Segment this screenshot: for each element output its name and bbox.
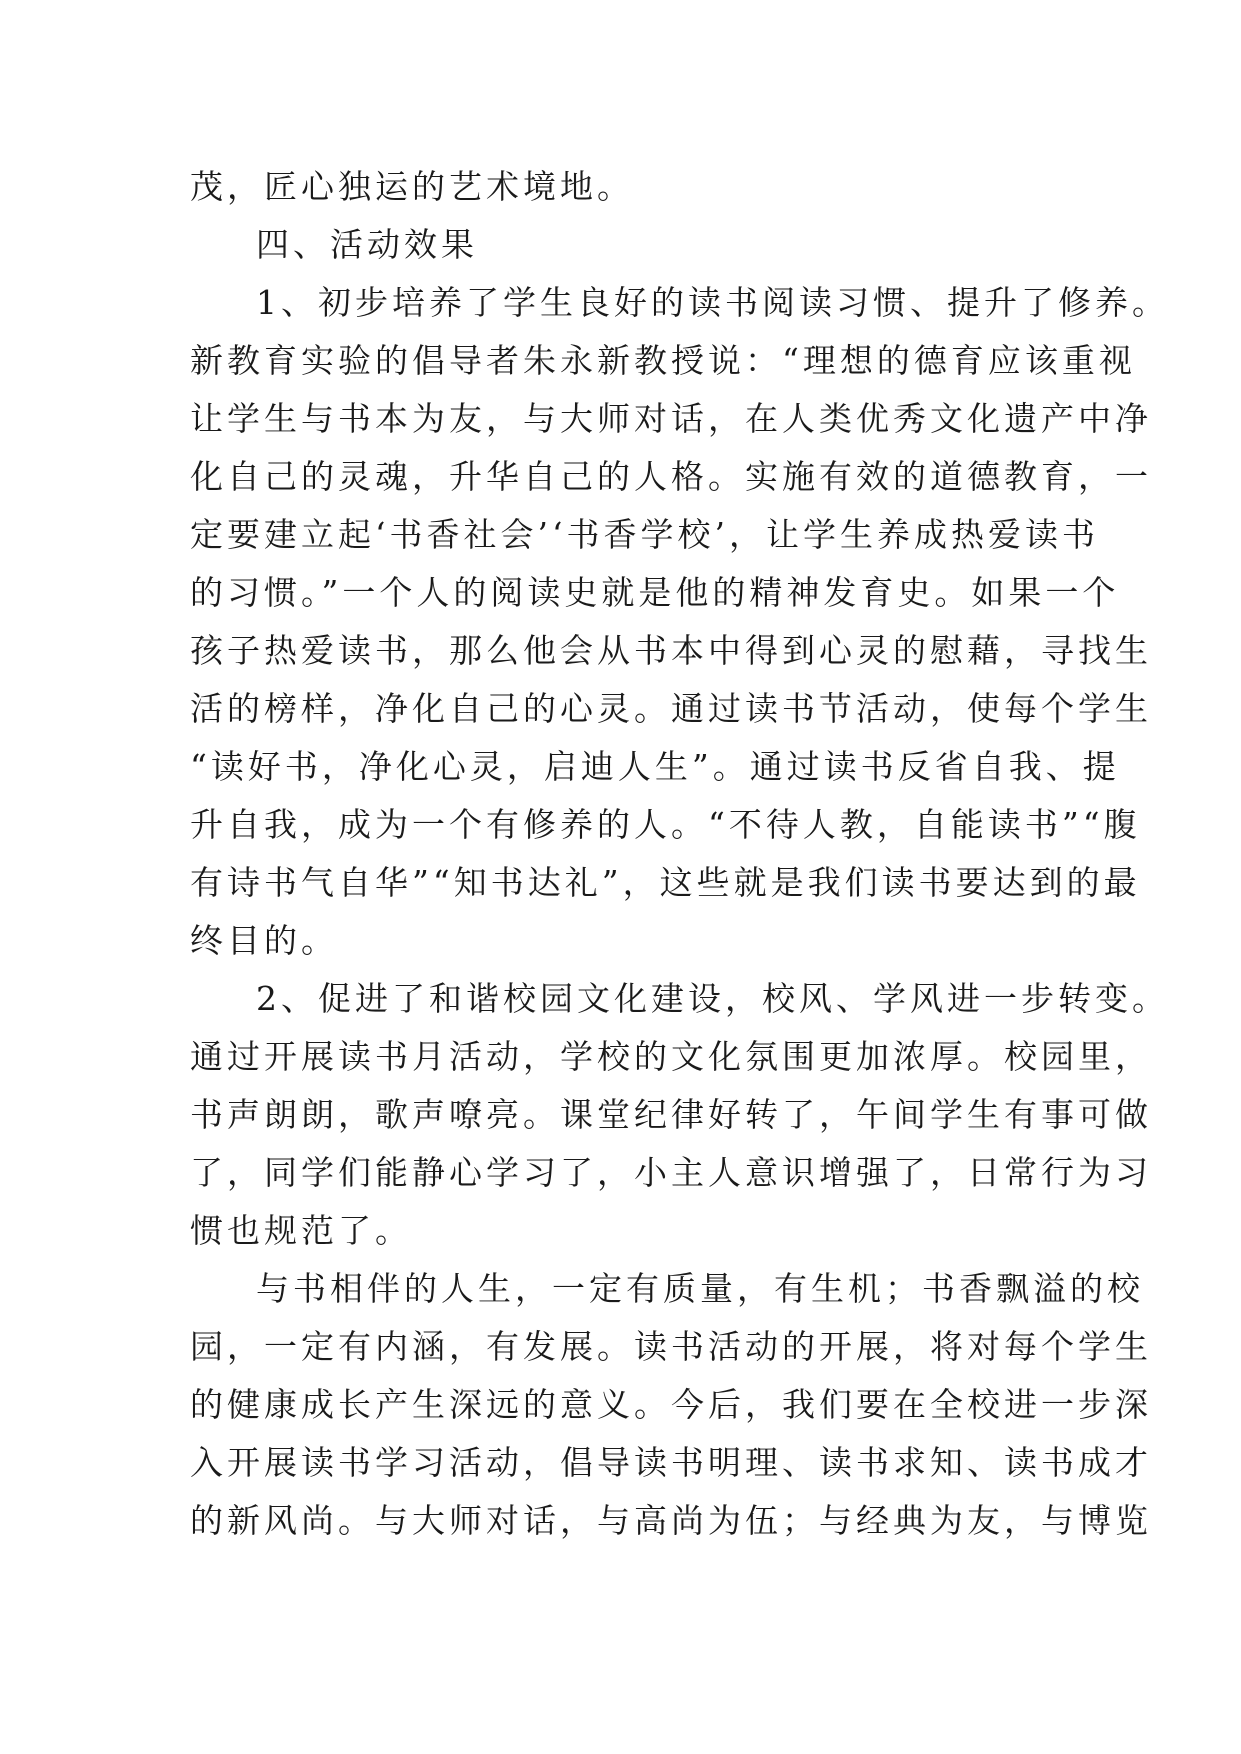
text-line: 了，同学们能静心学习了，小主人意识增强了，日常行为习: [190, 1153, 1152, 1192]
text-line: 升自我，成为一个有修养的人。“不待人教，自能读书”“腹: [190, 805, 1141, 844]
text-line: 1、初步培养了学生良好的读书阅读习惯、提升了修养。: [256, 283, 1169, 322]
text-line: 入开展读书学习活动，倡导读书明理、读书求知、读书成才: [190, 1443, 1152, 1482]
text-line: 定要建立起‘书香社会’‘书香学校’，让学生养成热爱读书: [190, 515, 1099, 554]
text-line: 孩子热爱读书，那么他会从书本中得到心灵的慰藉，寻找生: [190, 631, 1152, 670]
text-line: 2、促进了和谐校园文化建设，校风、学风进一步转变。: [256, 979, 1169, 1018]
text-line: 终目的。: [190, 921, 338, 960]
text-line: 通过开展读书月活动，学校的文化氛围更加浓厚。校园里，: [190, 1037, 1152, 1076]
text-line: 让学生与书本为友，与大师对话，在人类优秀文化遗产中净: [190, 399, 1152, 438]
text-line: 活的榜样，净化自己的心灵。通过读书节活动，使每个学生: [190, 689, 1152, 728]
document-body: [190, 158, 1169, 1550]
text-line: 有诗书气自华”“知书达礼”，这些就是我们读书要达到的最: [190, 863, 1141, 902]
text-line: 书声朗朗，歌声嘹亮。课堂纪律好转了，午间学生有事可做: [190, 1095, 1152, 1134]
text-line: 的习惯。”一个人的阅读史就是他的精神发育史。如果一个: [190, 573, 1120, 612]
text-line: 化自己的灵魂，升华自己的人格。实施有效的道德教育，一: [190, 457, 1152, 496]
text-line: 茂，匠心独运的艺术境地。: [190, 167, 634, 206]
text-line: 惯也规范了。: [190, 1211, 412, 1250]
text-line: 与书相伴的人生，一定有质量，有生机；书香飘溢的校: [256, 1269, 1144, 1308]
text-line: 四、活动效果: [256, 225, 478, 264]
text-line: 新教育实验的倡导者朱永新教授说：“理想的德育应该重视: [190, 341, 1136, 380]
text-line: 的健康成长产生深远的意义。今后，我们要在全校进一步深: [190, 1385, 1152, 1424]
text-line: 园，一定有内涵，有发展。读书活动的开展，将对每个学生: [190, 1327, 1152, 1366]
text-line: “读好书，净化心灵，启迪人生”。通过读书反省自我、提: [190, 747, 1120, 786]
text-line: 的新风尚。与大师对话，与高尚为伍；与经典为友，与博览: [190, 1501, 1152, 1540]
